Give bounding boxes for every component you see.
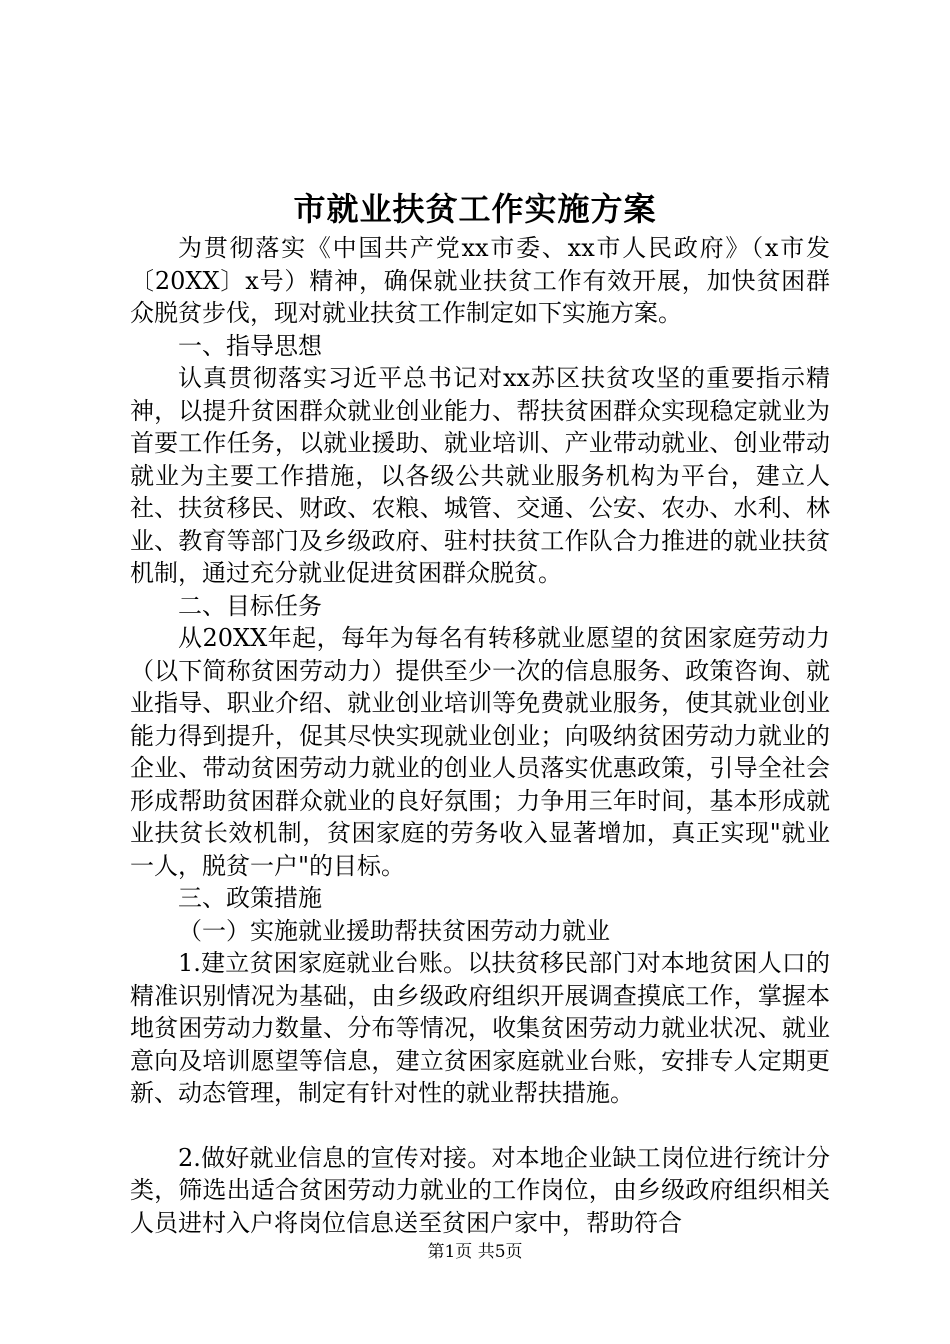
section-heading-policies: 三、政策措施 <box>178 884 322 912</box>
section-heading-guiding-thought: 一、指导思想 <box>178 331 322 360</box>
page-number: 第1页 共5页 <box>427 1242 523 1262</box>
list-item: 1.建立贫困家庭就业台账。以扶贫移民部门对本地贫困人口的精准识别情况为基础，由乡级政府组织开展调查摸底工作，掌握本地贫困劳动力数量、分布等情况，收集贫困劳动力就业状况、就业意向及培训愿望等信息，建立贫困家庭就业台账，安排专人定期更新、动态管理，制定有针对性的就业帮扶措施。 <box>130 949 830 1107</box>
section-heading-goals: 二、目标任务 <box>178 591 322 620</box>
intro-paragraph: 为贯彻落实《中国共产党xx市委、xx市人民政府》（x市发〔20XX〕x号）精神，确保就业扶贫工作有效开展，加快贫困群众脱贫步伐，现对就业扶贫工作制定如下实施方案。 <box>130 234 830 327</box>
section-paragraph-guiding-thought: 认真贯彻落实习近平总书记对xx苏区扶贫攻坚的重要指示精神，以提升贫困群众就业创业能力、帮扶贫困群众实现稳定就业为首要工作任务，以就业援助、就业培训、产业带动就业、创业带动就业为主要工作措施，以各级公共就业服务机构为平台，建立人社、扶贫移民、财政、农粮、城管、交通、公安、农办、水利、林业、教育等部门及乡级政府、驻村扶贫工作队合力推进的就业扶贫机制，通过充分就业促进贫困群众脱贫。 <box>130 364 830 587</box>
list-item: 2.做好就业信息的宣传对接。对本地企业缺工岗位进行统计分类，筛选出适合贫困劳动力就业的工作岗位，由乡级政府组织相关人员进村入户将岗位信息送至贫困户家中，帮助符合 <box>130 1143 830 1237</box>
page-title: 市就业扶贫工作实施方案 <box>293 190 657 228</box>
subsection-heading-employment-aid: （一）实施就业援助帮扶贫困劳动力就业 <box>178 916 610 945</box>
document-body <box>130 232 830 1239</box>
paragraph-spacer <box>130 1110 830 1142</box>
section-paragraph-goals: 从20XX年起，每年为每名有转移就业愿望的贫困家庭劳动力（以下简称贫困劳动力）提供至少一次的信息服务、政策咨询、就业指导、职业介绍、就业创业培训等免费就业服务，使其就业创业能力得到提升，促其尽快实现就业创业；向吸纳贫困劳动力就业的企业、带动贫困劳动力就业的创业人员落实优惠政策，引导全社会形成帮助贫困群众就业的良好氛围；力争用三年时间，基本形成就业扶贫长效机制，贫困家庭的劳务收入显著增加，真正实现"就业一人，脱贫一户"的目标。 <box>130 624 830 880</box>
